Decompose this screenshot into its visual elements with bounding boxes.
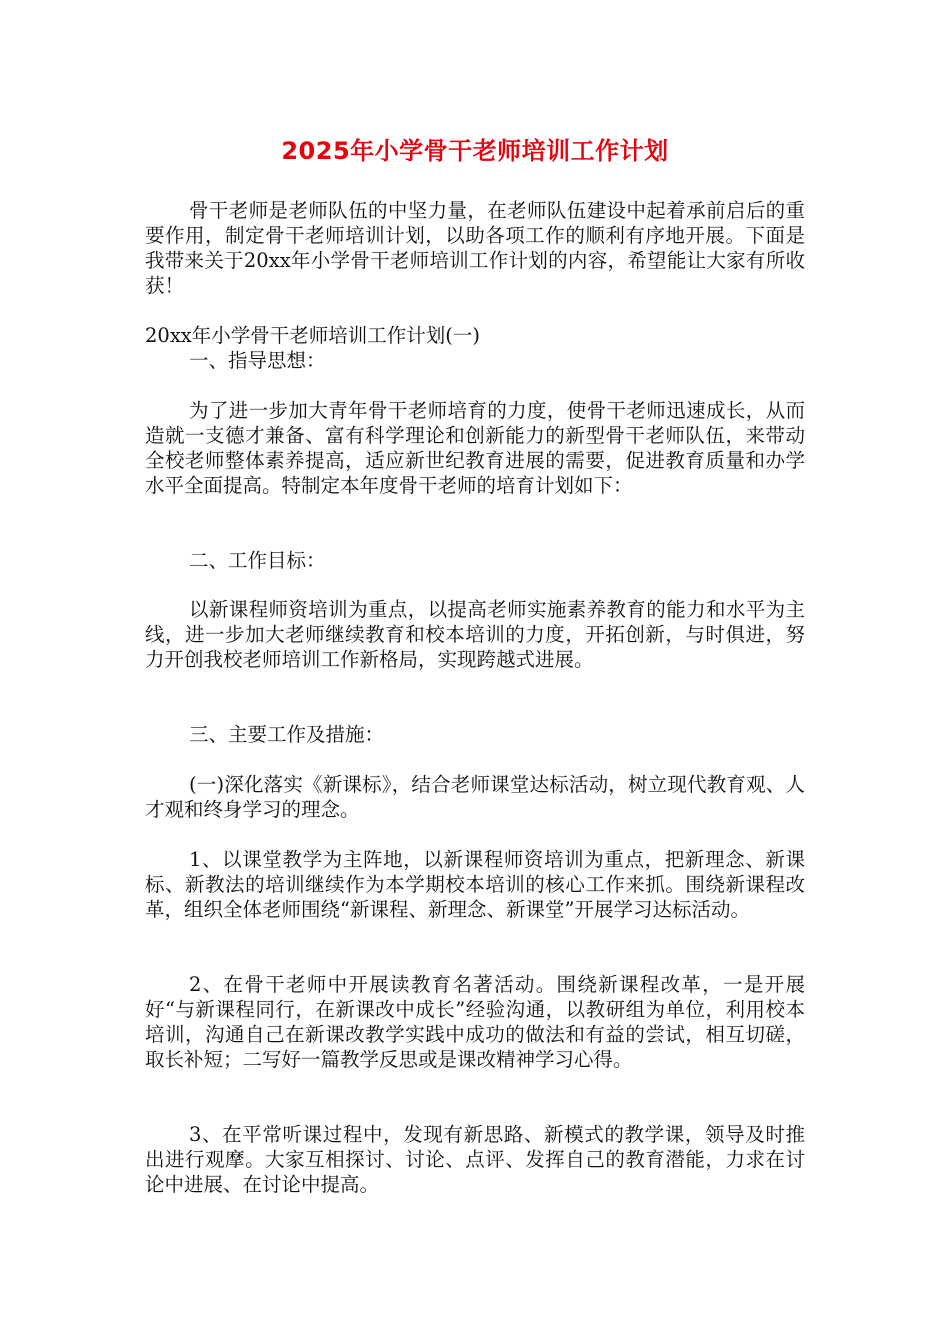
subsection-one: (一)深化落实《新课标》，结合老师课堂达标活动，树立现代教育观、人才观和终身学习的理念。 — [145, 773, 805, 821]
section-text-work-goals: 以新课程师资培训为重点，以提高老师实施素养教育的能力和水平为主线，进一步加大老师继续教育和校本培训的力度，开拓创新，与时俱进，努力开创我校老师培训工作新格局，实现跨越式进展。 — [145, 598, 805, 671]
intro-paragraph: 骨干老师是老师队伍的中坚力量，在老师队伍建设中起着承前启后的重要作用，制定骨干老师培训计划，以助各项工作的顺利有序地开展。下面是我带来关于20xx年小学骨干老师培训工作计划的内容，希望能让大家有所收获！ — [145, 199, 805, 297]
list-item-3: 3、在平常听课过程中，发现有新思路、新模式的教学课，领导及时推出进行观摩。大家互相探讨、讨论、点评、发挥自己的教育潜能，力求在讨论中进展、在讨论中提高。 — [145, 1123, 805, 1196]
list-item-1: 1、以课堂教学为主阵地，以新课程师资培训为重点，把新理念、新课标、新教法的培训继续作为本学期校本培训的核心工作来抓。围绕新课程改革，组织全体老师围绕“新课程、新理念、新课堂”开展学习达标活动。 — [145, 848, 805, 921]
list-item-2: 2、在骨干老师中开展读教育名著活动。围绕新课程改革，一是开展好“与新课程同行，在新课改中成长”经验沟通，以教研组为单位，利用校本培训，沟通自己在新课改教学实践中成功的做法和有益的尝试，相互切磋，取长补短；二写好一篇教学反思或是课改精神学习心得。 — [145, 973, 805, 1071]
section-heading-main-work: 三、主要工作及措施： — [189, 723, 385, 746]
section-heading-work-goals: 二、工作目标： — [189, 549, 326, 572]
section-text-guiding-thought: 为了进一步加大青年骨干老师培育的力度，使骨干老师迅速成长，从而造就一支德才兼备、富有科学理论和创新能力的新型骨干老师队伍，来带动全校老师整体素养提高，适应新世纪教育进展的需要，促进教育质量和办学水平全面提高。特制定本年度骨干老师的培育计划如下： — [145, 399, 805, 497]
document-title: 2025年小学骨干老师培训工作计划 — [281, 137, 669, 165]
section-heading-guiding-thought: 一、指导思想： — [189, 349, 326, 372]
plan-subtitle: 20xx年小学骨干老师培训工作计划(一) — [145, 324, 481, 347]
